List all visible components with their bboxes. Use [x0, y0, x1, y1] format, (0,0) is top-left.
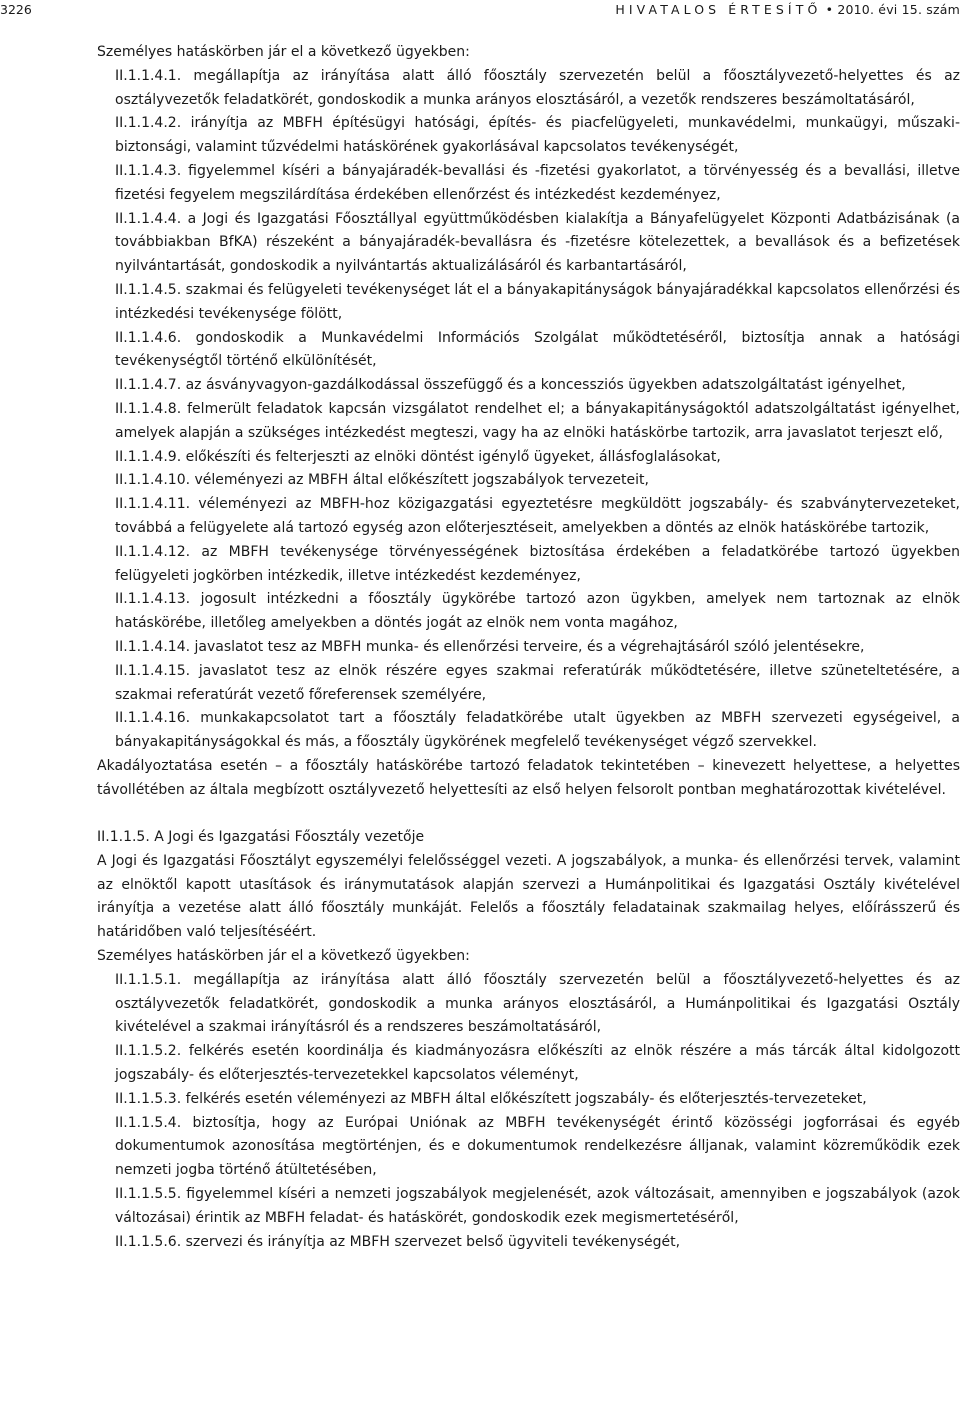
- list-item: II.1.1.4.12. az MBFH tevékenysége törvényességének biztosítása érdekében a feladatkörébe tartozó ügyekben felügyeleti jogkörben intézkedik, illetve intézkedést kezdeményez,: [115, 543, 960, 584]
- list-item: II.1.1.4.13. jogosult intézkedni a főosztály ügykörébe tartozó azon ügykben, amelyek nem tartoznak az elnök hatáskörébe, illetőleg amelyekben a döntés jogát az elnök nem vonta magához,: [115, 591, 960, 632]
- section1-item-list: [97, 65, 960, 755]
- list-item: II.1.1.4.14. javaslatot tesz az MBFH munka- és ellenőrzési terveire, és a végrehajtásáról szóló jelentésekre,: [115, 638, 865, 655]
- running-header: [0, 0, 960, 28]
- journal-name: HIVATALOS ÉRTESÍTŐ: [615, 2, 822, 17]
- document-body: [97, 41, 960, 1254]
- list-item: II.1.1.4.1. megállapítja az irányítása alatt álló főosztály szervezetén belül a főosztályvezető-helyettes és az osztályvezetők feladatkörét, gondoskodik a munka arányos elosztásáról, a vezetők rendszeres beszámoltatásáról,: [115, 67, 960, 108]
- list-item: II.1.1.4.15. javaslatot tesz az elnök részére egyes szakmai referatúrák működtetésére, illetve szüneteltetésére, a szakmai referatúrát vezető főreferensek személyére,: [115, 662, 960, 703]
- journal-issue: • 2010. évi 15. szám: [825, 2, 960, 17]
- list-item: II.1.1.4.11. véleményezi az MBFH-hoz közigazgatási egyeztetésre megküldött jogszabály- és szabványtervezeteket, továbbá a felügyelete alá tartozó egység azon előterjesztéseit, amelyekben a döntés az elnök hatáskörébe tartozik,: [115, 496, 960, 536]
- section2-heading: II.1.1.5. A Jogi és Igazgatási Főosztály vezetője: [97, 829, 425, 845]
- section2-intro: Személyes hatáskörben jár el a következő ügyekben:: [97, 947, 470, 964]
- section1-intro: Személyes hatáskörben jár el a következő ügyekben:: [97, 44, 470, 60]
- list-item: II.1.1.4.9. előkészíti és felterjeszti az elnöki döntést igénylő ügyeket, állásfoglalásokat,: [115, 448, 721, 465]
- section2-body: A Jogi és Igazgatási Főosztályt egyszemélyi felelősséggel vezeti. A jogszabályok, a munka- és ellenőrzési tervek, valamint az elnöktől kapott utasítások és iránymutatások alapján szervezi a Humánpolitikai és Igazgatási Osztály kivételével irányítja a vezetése alatt álló főosztály munkáját. Felelős a főosztály feladatainak szakmailag helyes, előírásszerű és határidőben való teljesítéséért.: [97, 852, 960, 941]
- list-item: II.1.1.4.6. gondoskodik a Munkavédelmi Információs Szolgálat működtetéséről, biztosítja annak a hatósági tevékenységtől történő elkülönítését,: [115, 329, 960, 370]
- list-item: II.1.1.5.4. biztosítja, hogy az Európai Uniónak az MBFH tevékenységét érintő közösségi jogforrásai és egyéb dokumentumok azonosítása megtörténjen, és e dokumentumok rendelkezésre álljanak, valamint közreműködik ezek nemzeti jogba történő átültetésében,: [115, 1114, 960, 1179]
- section1-closing: Akadályoztatása esetén – a főosztály hatáskörébe tartozó feladatok tekintetében – kinevezett helyettese, a helyettes távollétében az általa megbízott osztályvezető helyettesíti az első helyen felsorolt pontban meghatározottak kivételével.: [97, 757, 960, 798]
- list-item: II.1.1.4.5. szakmai és felügyeleti tevékenységet lát el a bányakapitányságok bányajáradékkal kapcsolatos ellenőrzési és intézkedési tevékenysége fölött,: [115, 281, 960, 322]
- list-item: II.1.1.5.3. felkérés esetén véleményezi az MBFH által előkészített jogszabály- és előterjesztés-tervezeteket,: [115, 1090, 867, 1107]
- list-item: II.1.1.4.10. véleményezi az MBFH által előkészített jogszabályok tervezeteit,: [115, 472, 649, 489]
- list-item: II.1.1.4.4. a Jogi és Igazgatási Főosztállyal együttműködésben kialakítja a Bányafelügyelet Központi Adatbázisának (a továbbiakban BfKA) részeként a bányajáradék-bevallásra és -fizetésre kötelezettek, a bevallások és a befizetések nyilvántartását, gondoskodik a nyilvántartás aktualizálásáról és karbantartásáról,: [115, 210, 960, 275]
- page-number: 3226: [0, 2, 32, 17]
- list-item: II.1.1.4.7. az ásványvagyon-gazdálkodással összefüggő és a koncessziós ügyekben adatszolgáltatást igényelhet,: [115, 377, 906, 394]
- list-item: II.1.1.4.2. irányítja az MBFH építésügyi hatósági, építés- és piacfelügyeleti, munkavédelmi, munkaügyi, műszaki-biztonsági, valamint tűzvédelmi hatáskörének gyakorlásával kapcsolatos tevékenységét,: [115, 115, 960, 156]
- list-item: II.1.1.5.2. felkérés esetén koordinálja és kiadmányozásra előkészíti az elnök részére a más tárcák által kidolgozott jogszabály- és előterjesztés-tervezetekkel kapcsolatos véleményt,: [115, 1043, 960, 1083]
- list-item: II.1.1.4.3. figyelemmel kíséri a bányajáradék-bevallási és -fizetési gyakorlatot, a törvényesség és a bevallási, illetve fizetési fegyelem megszilárdítása érdekében ellenőrzést és intézkedést kezdeményez,: [115, 162, 960, 203]
- list-item: II.1.1.4.16. munkakapcsolatot tart a főosztály feladatkörébe utalt ügyekben az MBFH szervezeti egységeivel, a bányakapitányságokkal és más, a főosztály ügykörének megfelelő tevékenységet végző szervekkel.: [115, 710, 960, 751]
- list-item: II.1.1.5.6. szervezi és irányítja az MBFH szervezet belső ügyviteli tevékenységét,: [115, 1233, 681, 1250]
- section2-item-list: [97, 969, 960, 1255]
- journal-title: [615, 2, 960, 17]
- list-item: II.1.1.5.1. megállapítja az irányítása alatt álló főosztály szervezetén belül a főosztályvezető-helyettes és az osztályvezetők feladatkörét, gondoskodik a munka arányos elosztásáról, a Humánpolitikai és Igazgatási Osztály kivételével a szakmai irányításról és a rendszeres beszámoltatásáról,: [115, 971, 960, 1036]
- list-item: II.1.1.5.5. figyelemmel kíséri a nemzeti jogszabályok megjelenését, azok változásait, amennyiben e jogszabályok (azok változásai) érintik az MBFH feladat- és hatáskörét, gondoskodik ezek megismertetéséről,: [115, 1185, 960, 1226]
- list-item: II.1.1.4.8. felmerült feladatok kapcsán vizsgálatot rendelhet el; a bányakapitányságoktól adatszolgáltatást igényelhet, amelyek alapján a szükséges intézkedést megteszi, vagy ha az elnöki hatáskörbe tartozik, arra javaslatot terjeszt elő,: [115, 400, 960, 441]
